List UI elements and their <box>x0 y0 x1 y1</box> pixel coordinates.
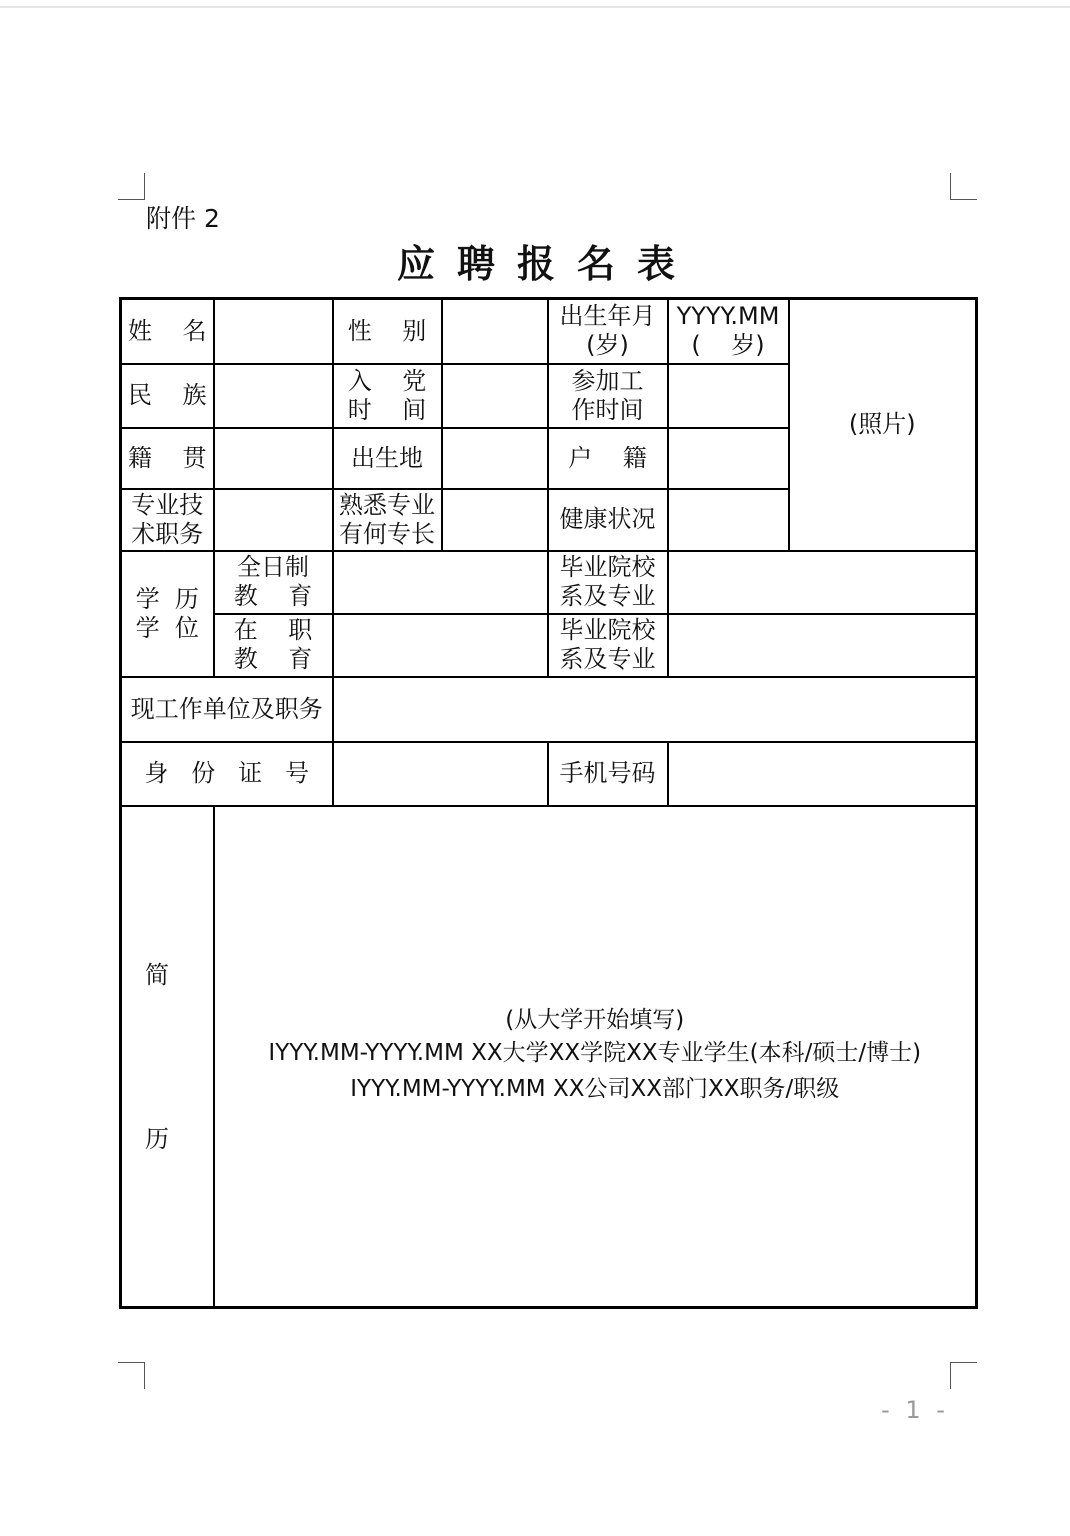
household-label: 户 籍 <box>568 443 647 472</box>
resume-char-1: 简 <box>145 961 169 990</box>
id-number-label: 身 份 证 号 <box>144 759 310 787</box>
photo-cell[interactable] <box>789 299 977 551</box>
crop-mark-bottom-right <box>950 1362 977 1389</box>
resume-char-2: 历 <box>145 1125 169 1154</box>
title-label-cell <box>121 489 214 551</box>
native-place-label: 籍 贯 <box>127 443 207 472</box>
gender-label: 性 别 <box>347 316 427 345</box>
school-label-cell-2 <box>548 614 668 677</box>
fulltime-label-cell <box>214 551 333 614</box>
specialty-label-cell <box>333 489 442 551</box>
title-value-cell[interactable] <box>214 489 333 551</box>
school-value-cell-2[interactable] <box>668 614 977 677</box>
work-start-label-cell <box>548 364 668 428</box>
ethnicity-value-cell[interactable] <box>214 364 333 428</box>
native-value-cell[interactable] <box>214 428 333 489</box>
native-label-cell <box>121 428 214 489</box>
birth-value-cell[interactable] <box>668 299 789 364</box>
health-value-cell[interactable] <box>668 489 789 551</box>
birthplace-label-cell <box>333 428 442 489</box>
name-value-cell[interactable] <box>214 299 333 364</box>
phone-label-cell <box>548 742 668 806</box>
school-value-cell-1[interactable] <box>668 551 977 614</box>
school-label-cell-1 <box>548 551 668 614</box>
household-label-cell <box>548 428 668 489</box>
ethnicity-label: 民 族 <box>127 381 207 409</box>
page-number: - 1 - <box>881 1396 949 1424</box>
school-major-label: 毕业院校 系及专业 <box>559 616 656 673</box>
id-label-cell <box>121 742 333 806</box>
school-major-label: 毕业院校 系及专业 <box>559 553 656 610</box>
phone-value-cell[interactable] <box>668 742 977 806</box>
work-start-value-cell[interactable] <box>668 364 789 428</box>
attachment-label: 附件 2 <box>146 204 220 233</box>
birthplace-value-cell[interactable] <box>442 428 548 489</box>
current-job-label-cell <box>121 677 333 742</box>
household-value-cell[interactable] <box>668 428 789 489</box>
education-degree-label: 学 历 学 位 <box>135 584 199 642</box>
fulltime-education-label: 全日制 教 育 <box>233 553 313 610</box>
inservice-value-cell[interactable] <box>333 614 548 677</box>
resume-body-cell[interactable] <box>214 806 977 1308</box>
health-label: 健康状况 <box>559 505 656 533</box>
birth-value: YYYY.MM ( 岁) <box>676 302 780 360</box>
crop-mark-top-left <box>118 173 145 200</box>
inservice-education-label: 在 职 教 育 <box>233 616 313 673</box>
specialty-value-cell[interactable] <box>442 489 548 551</box>
current-job-value-cell[interactable] <box>333 677 977 742</box>
id-value-cell[interactable] <box>333 742 548 806</box>
gender-label-cell <box>333 299 442 364</box>
resume-line: IYYY.MM-YYYY.MM XX大学XX学院XX专业学生(本科/硕士/博士) <box>268 1040 922 1067</box>
resume-label <box>122 807 192 1305</box>
photo-label: (照片) <box>848 410 916 439</box>
birth-label-cell <box>548 299 668 364</box>
party-date-label: 入 党 时 间 <box>347 366 427 424</box>
fulltime-value-cell[interactable] <box>333 551 548 614</box>
name-label: 姓 名 <box>127 316 207 345</box>
health-label-cell <box>548 489 668 551</box>
name-label-cell <box>121 299 214 364</box>
current-job-label: 现工作单位及职务 <box>130 694 323 723</box>
birth-label: 出生年月 (岁) <box>559 302 656 360</box>
party-label-cell <box>333 364 442 428</box>
page-top-rule <box>0 6 1070 8</box>
crop-mark-top-right <box>950 173 977 200</box>
party-value-cell[interactable] <box>442 364 548 428</box>
phone-label: 手机号码 <box>559 759 656 787</box>
gender-value-cell[interactable] <box>442 299 548 364</box>
professional-title-label: 专业技 术职务 <box>131 490 204 548</box>
birthplace-label: 出生地 <box>351 443 423 472</box>
form-title: 应聘报名表 <box>396 242 697 286</box>
inservice-label-cell <box>214 614 333 677</box>
application-form-table <box>119 297 978 1309</box>
ethnicity-label-cell <box>121 364 214 428</box>
specialty-label: 熟悉专业 有何专长 <box>339 490 435 548</box>
work-start-label: 参加工 作时间 <box>571 366 644 424</box>
resume-label-cell <box>121 806 214 1308</box>
education-label-cell <box>121 551 214 677</box>
crop-mark-bottom-left <box>118 1362 145 1389</box>
resume-line: IYYY.MM-YYYY.MM XX公司XX部门XX职务/职级 <box>350 1076 840 1103</box>
resume-line: (从大学开始填写) <box>505 1007 685 1034</box>
